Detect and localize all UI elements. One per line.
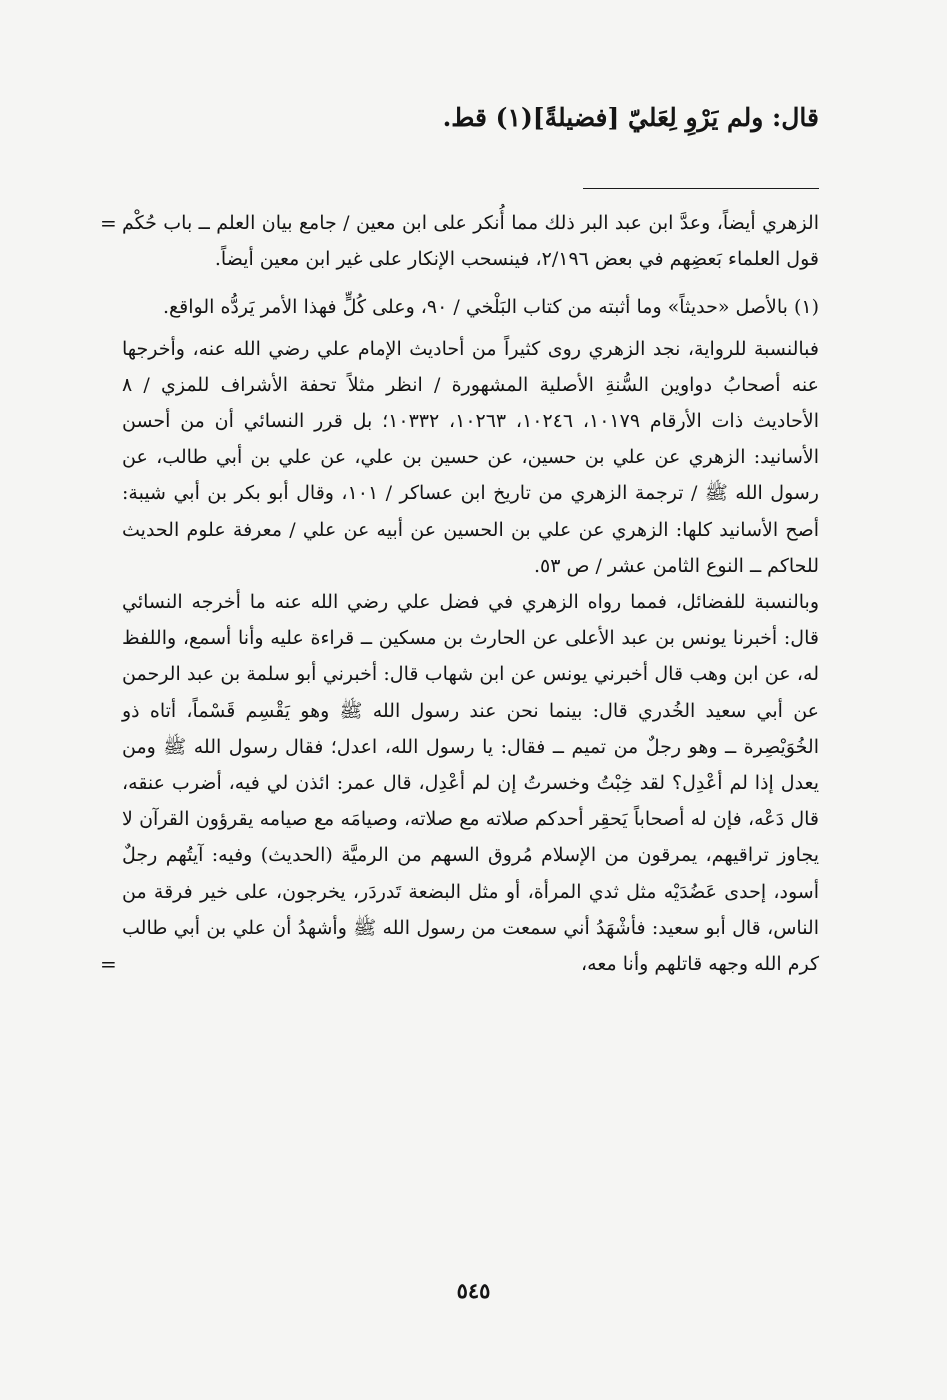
footnote-continuation-text: الزهري أيضاً، وعدَّ ابن عبد البر ذلك مما أُنكر على ابن معين / جامع بيان العلم ــ باب حُكْم قول العلماء بَعضِهم في بعض ٢/١٩٦، فينسحب الإنكار على غير ابن معين أيضاً. bbox=[122, 212, 819, 271]
footnote-continuation bbox=[100, 205, 819, 277]
footnote-1 bbox=[100, 289, 820, 982]
continuation-marker: = bbox=[100, 211, 117, 235]
footnotes-section bbox=[100, 205, 820, 982]
footnote-1-first-text: بالأصل «حديثاً» وما أثبته من كتاب البَلْخي / ٩٠، وعلى كُلٍّ فهذا الأمر يَردُّه الواقع. bbox=[163, 296, 788, 319]
main-text: قال: ولم يَرْوِ لِعَليّ [فضيلةً](١) قط. bbox=[442, 103, 819, 132]
continues-next-page-marker: = bbox=[100, 952, 117, 977]
footnote-1-paragraph-2: فبالنسبة للرواية، نجد الزهري روى كثيراً من أحاديث الإمام علي رضي الله عنه، وأخرجها عنه أصحابُ دواوين السُّنةِ الأصلية المشهورة / انظر مثلاً تحفة الأشراف للمزي / ٨ الأحاديث ذات الأرقام ١٠١٧٩، ١٠٢٤٦، ١٠٢٦٣، ١٠٣٣٢؛ بل قرر النسائي أن من أحسن الأسانيد: الزهري عن علي بن حسين، عن حسين بن علي، عن علي بن أبي طالب، عن رسول الله ﷺ / ترجمة الزهري من تاريخ ابن عساكر / ١٠١، وقال أبو بكر بن أبي شيبة: أصح الأسانيد كلها: الزهري عن علي بن الحسين عن أبيه عن علي / معرفة علوم الحديث للحاكم ــ النوع الثامن عشر / ص ٥٣. bbox=[122, 337, 820, 577]
footnote-1-paragraph-3: وبالنسبة للفضائل، فمما رواه الزهري في فضل علي رضي الله عنه ما أخرجه النسائي قال: أخبرنا يونس بن عبد الأعلى عن الحارث بن مسكين ــ قراءة عليه وأنا أسمع، واللفظ له، عن ابن وهب قال أخبرني يونس عن ابن شهاب قال: أخبرني أبو سلمة بن عبد الرحمن عن أبي سعيد الخُدري قال: بينما نحن عند رسول الله ﷺ وهو يَقْسِم قَسْماً، أتاه ذو الخُوَيْصِرة ــ وهو رجلٌ من تميم ــ فقال: يا رسول الله، اعدل؛ فقال رسول الله ﷺ ومن يعدل إذا لم أعْدِل؟ لقد خِبْتُ وخسرتُ إن لم أعْدِل، قال عمر: ائذن لي فيه، أضرب عنقه، قال دَعْه، فإن له أصحاباً يَحقِر أحدكم صلاته مع صلاته، وصيامَه مع صيامه يقرؤون القرآن لا يجاوز تراقيهم، يمرقون من الإسلام مُروق السهم من الرميَّة (الحديث) وفيه: آيتُهم رجلٌ أسود، إحدى عَضُدَيْه مثل ثدي المرأة، أو مثل البضعة تَدردَر، يخرجون، على خير فرقة من الناس، قال أبو سعيد: فأشْهَدُ أني سمعت من رسول الله ﷺ وأشهدُ أن علي بن أبي طالب كرم الله وجهه قاتلهم وأنا معه، bbox=[122, 591, 819, 976]
footnote-separator-rule bbox=[583, 188, 819, 189]
footnote-1-first-paragraph bbox=[122, 289, 819, 325]
page-number: ٥٤٥ bbox=[456, 1278, 491, 1303]
footnote-1-paragraph-3-wrap bbox=[100, 584, 819, 982]
footnote-number: (١) bbox=[793, 296, 819, 319]
